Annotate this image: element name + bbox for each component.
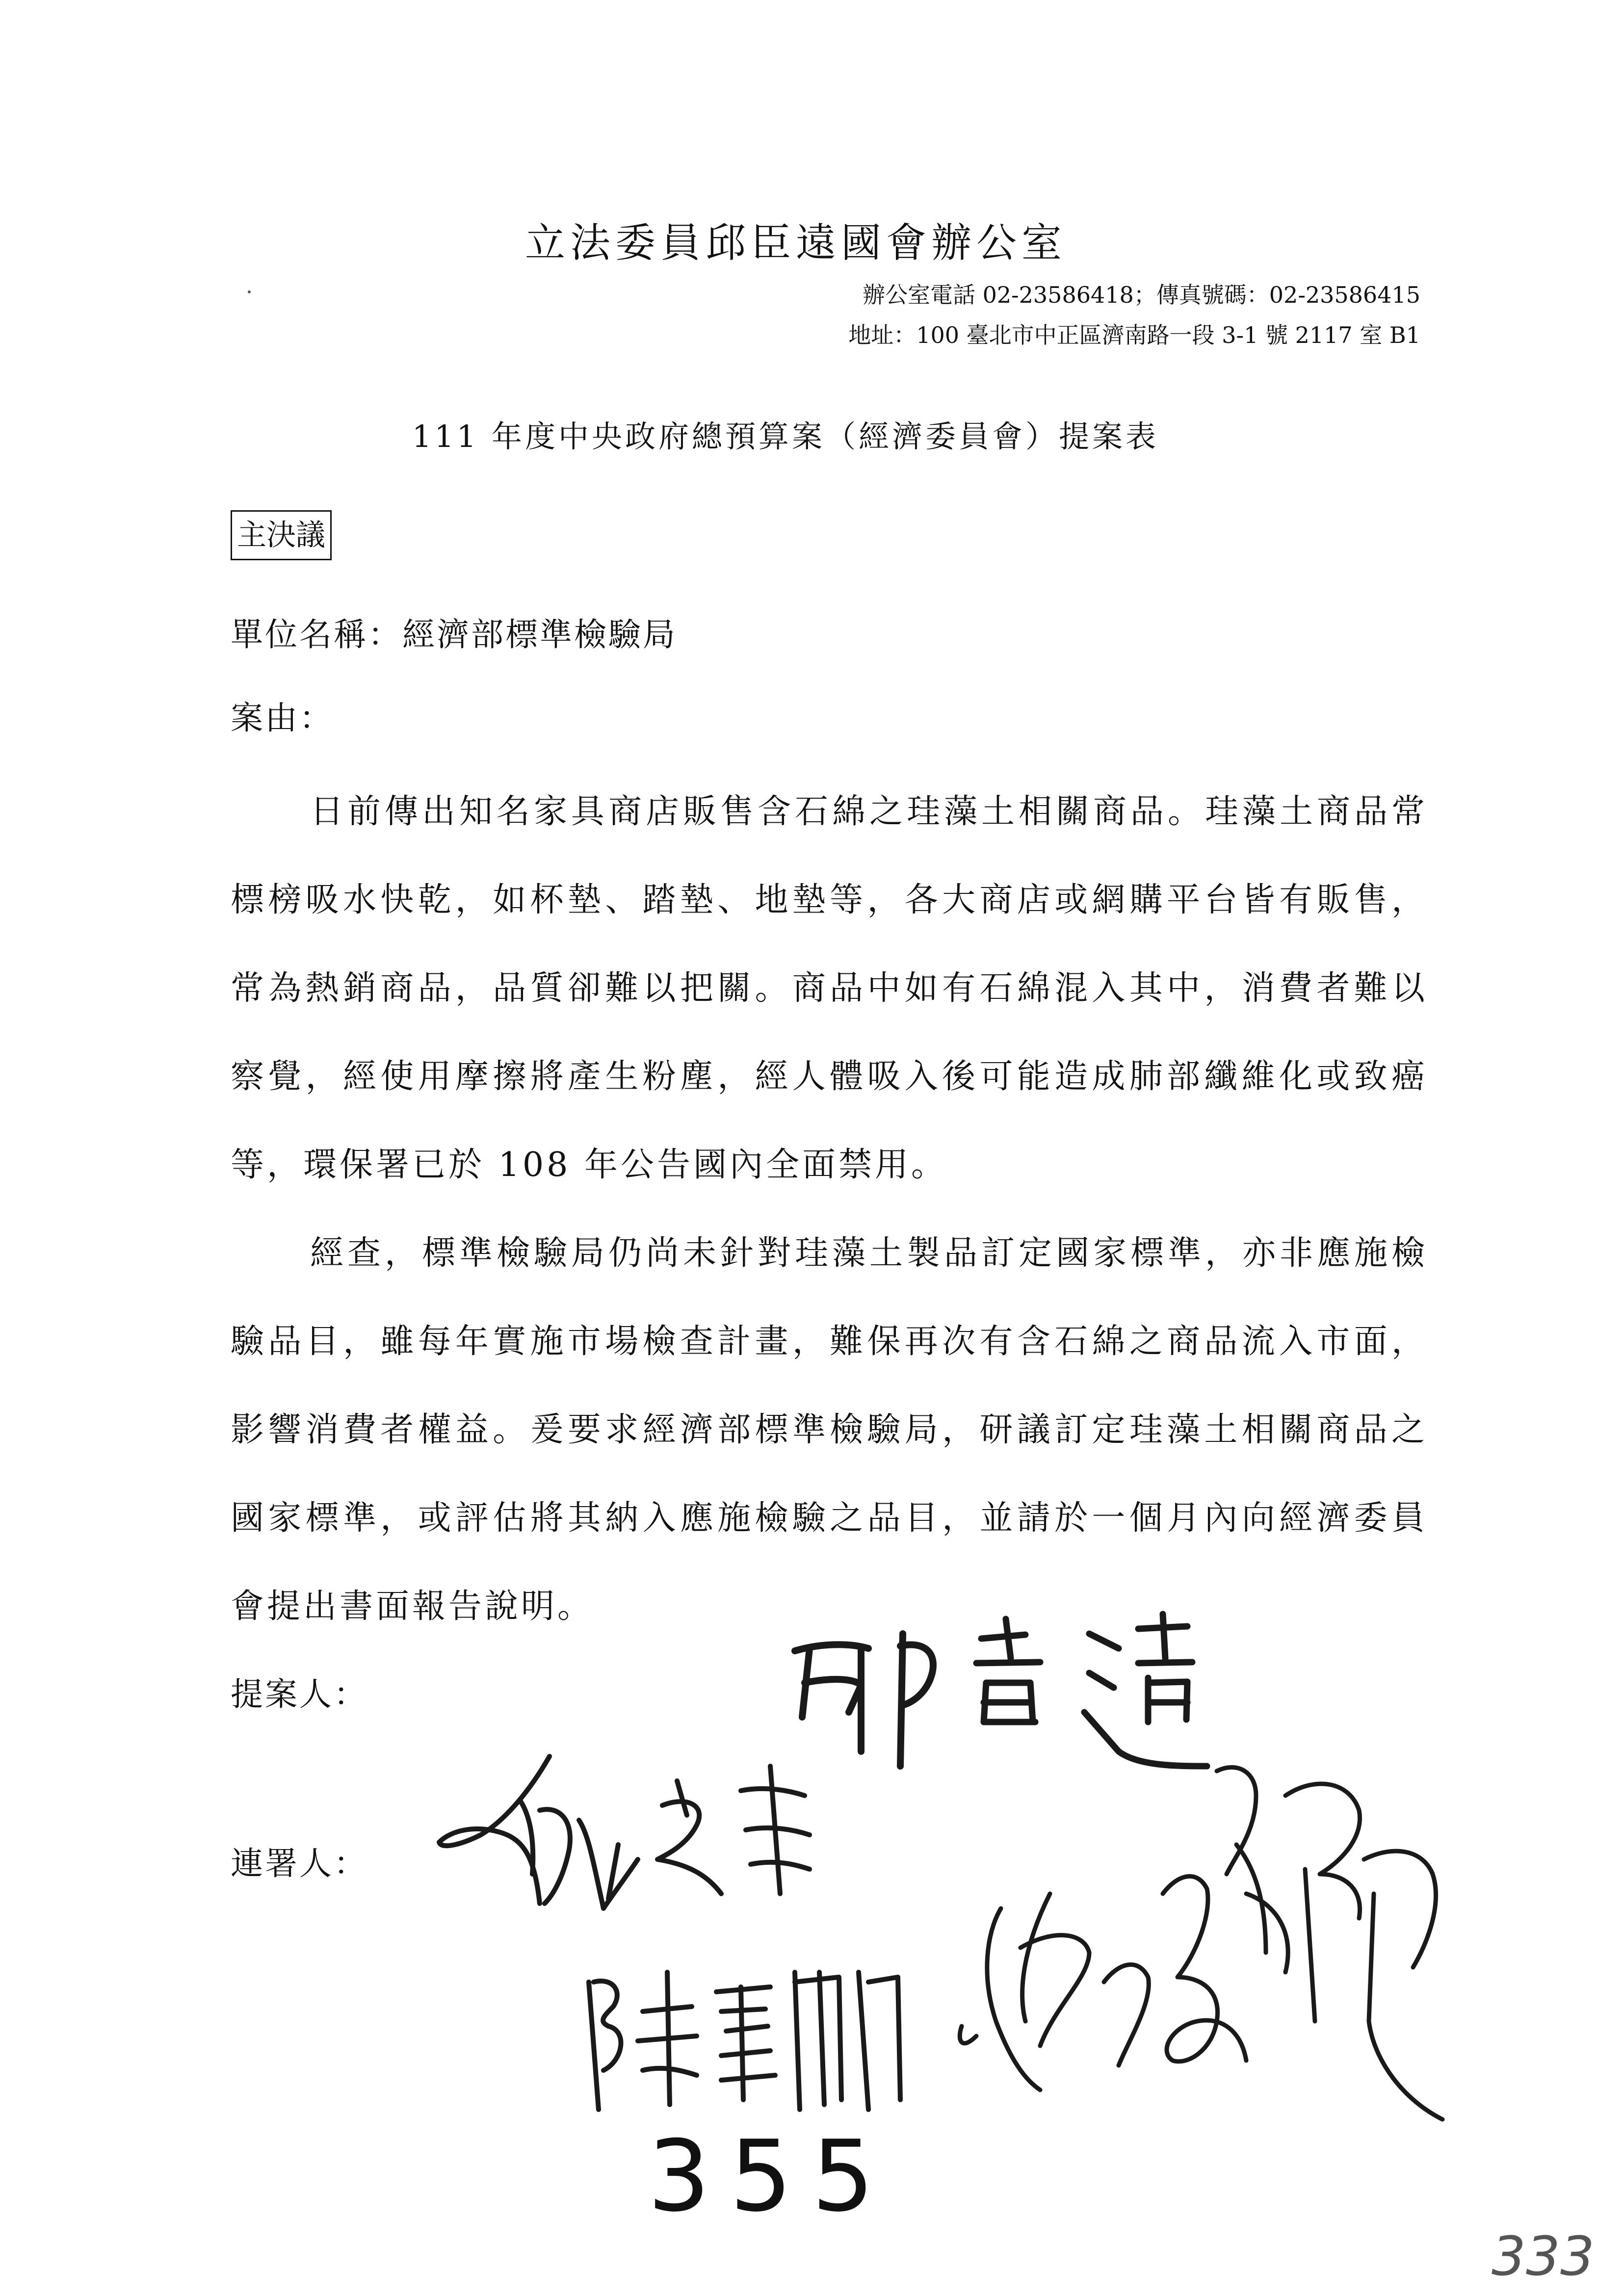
reason-body [231, 768, 1428, 1651]
contact-block [848, 275, 1420, 355]
reason-paragraph-2: 經查，標準檢驗局仍尚未針對珪藻土製品訂定國家標準，亦非應施檢驗品目，雖每年實施市場檢查計畫，難保再次有含石綿之商品流入市面，影響消費者權益。爰要求經濟部標準檢驗局，研議訂定珪藻土相關商品之國家標準，或評估將其納入應施檢驗之品目，並請於一個月內向經濟委員會提出書面報告說明。 [231, 1234, 1428, 1626]
reason-label: 案由： [231, 699, 334, 737]
document-title: 111 年度中央政府總預算案（經濟委員會）提案表 [412, 418, 1159, 454]
cosigner-signature-2-icon [574, 1953, 908, 2119]
cosigner-signature-3-icon [942, 1747, 1462, 2164]
contact-address: 地址：100 臺北市中正區濟南路一段 3-1 號 2117 室 B1 [848, 322, 1420, 348]
resolution-type-box: 主決議 [231, 510, 332, 560]
cosigner-label: 連署人： [231, 1845, 368, 1882]
office-name: 立法委員邱臣遠國會辦公室 [525, 220, 1067, 266]
cosigner-signature-1-icon [432, 1747, 873, 1953]
page-number-main: 355 [648, 2119, 894, 2234]
reason-paragraph-1: 日前傳出知名家具商店販售含石綿之珪藻土相關商品。珪藻土商品常標榜吸水快乾，如杯墊、踏墊、地墊等，各大商店或網購平台皆有販售，常為熱銷商品，品質卻難以把關。商品中如有石綿混入其中，消費者難以察覺，經使用摩擦將產生粉塵，經人體吸入後可能造成肺部纖維化或致癌等，環保署已於 108 年公告國內全面禁用。 [231, 792, 1428, 1184]
contact-phone-fax: 辦公室電話 02-23586418；傳真號碼：02-23586415 [862, 282, 1420, 308]
proposer-label: 提案人： [231, 1675, 368, 1713]
unit-name: 單位名稱：經濟部標準檢驗局 [231, 616, 677, 653]
page-number-alt: 333 [1492, 2225, 1595, 2288]
margin-dot [248, 290, 251, 293]
